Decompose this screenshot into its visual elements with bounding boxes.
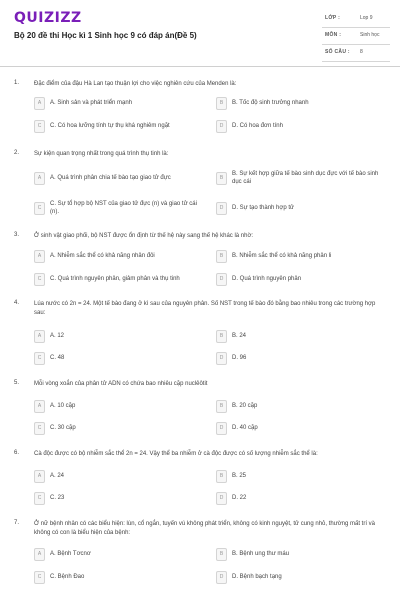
question-text: Ở nữ bệnh nhân có các biểu hiện: lùn, cổ ngắn, tuyến vú không phát triển, không có kinh nguyệt, tử cung nhỏ, thường mất trí và không có con là biểu hiện của bệnh: — [34, 521, 376, 536]
option-letter: D — [216, 571, 227, 584]
question-number: 5. — [14, 380, 20, 386]
option-letter: B — [216, 330, 227, 343]
option-a[interactable] — [34, 172, 209, 185]
question-text: Cà độc được có bộ nhiễm sắc thể 2n = 24. Vậy thể ba nhiễm ở cà độc được có số lượng nhiễm sắc thể là: — [34, 451, 318, 457]
page-header — [0, 0, 400, 66]
option-c[interactable] — [34, 273, 209, 286]
option-letter: B — [216, 250, 227, 263]
option-letter: B — [216, 548, 227, 561]
question-text: Ở sinh vật giao phối, bộ NST được ổn định từ thế hệ này sang thế hệ khác là nhờ: — [34, 233, 254, 239]
option-text: A. 10 cặp — [50, 403, 76, 409]
option-c[interactable] — [34, 120, 209, 133]
option-b[interactable] — [216, 470, 391, 483]
option-letter: C — [34, 352, 45, 365]
option-letter: D — [216, 492, 227, 505]
option-d[interactable] — [216, 202, 391, 215]
option-d[interactable] — [216, 273, 391, 286]
option-a[interactable] — [34, 470, 209, 483]
option-text: C. Có hoa lưỡng tính tự thụ khá nghiêm ngặt — [50, 123, 170, 129]
option-d[interactable] — [216, 422, 391, 435]
option-letter: D — [216, 352, 227, 365]
option-letter: A — [34, 250, 45, 263]
option-b[interactable] — [216, 400, 391, 413]
document-title: Bộ 20 đề thi Học kì 1 Sinh học 9 có đáp án(Đề 5) — [14, 31, 197, 40]
option-c[interactable] — [34, 352, 209, 365]
option-letter: C — [34, 202, 45, 215]
option-text: B. Nhiễm sắc thể có khả năng phân li — [232, 253, 332, 259]
header-divider — [0, 66, 400, 67]
option-c[interactable] — [34, 492, 209, 505]
meta-value: 8 — [360, 49, 363, 55]
meta-value: Lop 9 — [360, 15, 373, 21]
question-number: 7. — [14, 520, 20, 526]
option-text: D. Sự tạo thành hợp tử — [232, 205, 295, 211]
option-letter: C — [34, 571, 45, 584]
option-letter: A — [34, 172, 45, 185]
option-text: D. 96 — [232, 355, 247, 361]
option-letter: C — [34, 273, 45, 286]
option-text: A. 12 — [50, 333, 65, 339]
option-d[interactable] — [216, 492, 391, 505]
meta-label: MÔN : — [325, 32, 342, 38]
option-letter: B — [216, 400, 227, 413]
option-text: A. Bệnh Tơcnơ — [50, 551, 91, 557]
option-b[interactable] — [216, 172, 391, 185]
option-b[interactable] — [216, 330, 391, 343]
question-text: Mỗi vòng xoắn của phân tử ADN có chứa bao nhiêu cặp nuclêôtit — [34, 381, 208, 387]
option-text: C. Bệnh Đao — [50, 574, 85, 580]
option-letter: B — [216, 172, 227, 185]
meta-row-subject — [322, 28, 390, 45]
meta-label: LỚP : — [325, 15, 341, 21]
question-number: 1. — [14, 80, 20, 86]
option-letter: D — [216, 202, 227, 215]
option-a[interactable] — [34, 330, 209, 343]
option-text: B. Bệnh ung thư máu — [232, 551, 290, 557]
option-text: D. 22 — [232, 495, 247, 501]
meta-value: Sinh học — [360, 32, 380, 38]
option-text: B. Tốc độ sinh trưởng nhanh — [232, 100, 309, 106]
option-letter: A — [34, 548, 45, 561]
option-letter: D — [216, 120, 227, 133]
option-letter: A — [34, 400, 45, 413]
option-b[interactable] — [216, 548, 391, 561]
option-letter: A — [34, 330, 45, 343]
option-text: C. Sự tổ hợp bộ NST của giao tử đực (n) và giao tử cái (n). — [50, 201, 197, 215]
option-text: D. 40 cặp — [232, 425, 258, 431]
option-letter: D — [216, 273, 227, 286]
option-text: B. Sự kết hợp giữa tế bào sinh dục đực với tế bào sinh dục cái — [232, 171, 379, 185]
option-letter: C — [34, 120, 45, 133]
option-a[interactable] — [34, 400, 209, 413]
option-c[interactable] — [34, 571, 209, 584]
option-text: B. 25 — [232, 473, 247, 479]
quizizz-logo: QUIZIZZ — [14, 10, 82, 26]
option-d[interactable] — [216, 120, 391, 133]
option-text: D. Bệnh bạch tạng — [232, 574, 282, 580]
option-letter: A — [34, 470, 45, 483]
question-number: 4. — [14, 300, 20, 306]
option-letter: B — [216, 470, 227, 483]
meta-row-question-count — [322, 45, 390, 62]
option-b[interactable] — [216, 97, 391, 110]
option-text: A. Nhiễm sắc thể có khả năng nhân đôi — [50, 253, 155, 259]
meta-box — [322, 11, 390, 62]
question-number: 3. — [14, 232, 20, 238]
option-text: C. 23 — [50, 495, 65, 501]
option-text: D. Có hoa đơn tính — [232, 123, 283, 129]
option-text: C. 30 cặp — [50, 425, 76, 431]
option-c[interactable] — [34, 202, 209, 215]
option-a[interactable] — [34, 548, 209, 561]
meta-label: SỐ CÂU : — [325, 49, 350, 55]
option-text: A. 24 — [50, 473, 65, 479]
option-letter: C — [34, 422, 45, 435]
option-text: B. 24 — [232, 333, 247, 339]
question-number: 6. — [14, 450, 20, 456]
meta-row-class — [322, 11, 390, 28]
option-text: A. Quá trình phân chia tế bào tạo giao tử đực — [50, 175, 171, 181]
option-letter: C — [34, 492, 45, 505]
option-letter: A — [34, 97, 45, 110]
option-letter: D — [216, 422, 227, 435]
question-text: Đặc điểm của đậu Hà Lan tạo thuận lợi cho việc nghiên cứu của Menden là: — [34, 81, 237, 87]
question-text: Sự kiện quan trọng nhất trong quá trình thụ tinh là: — [34, 151, 169, 157]
option-b[interactable] — [216, 250, 391, 263]
option-a[interactable] — [34, 97, 209, 110]
option-c[interactable] — [34, 422, 209, 435]
option-text: A. Sinh sản và phát triển mạnh — [50, 100, 133, 106]
question-text: Lúa nước có 2n = 24. Một tế bào đang ở kì sau của nguyên phân. Số NST trong tế bào đó bằng bao nhiêu trong các trường hợp sau: — [34, 301, 376, 316]
option-text: D. Quá trình nguyên phân — [232, 276, 302, 282]
option-text: C. Quá trình nguyên phân, giảm phân và thụ tinh — [50, 276, 180, 282]
option-a[interactable] — [34, 250, 209, 263]
option-text: C. 48 — [50, 355, 65, 361]
option-text: B. 20 cặp — [232, 403, 258, 409]
option-d[interactable] — [216, 571, 391, 584]
option-letter: B — [216, 97, 227, 110]
question-number: 2. — [14, 150, 20, 156]
option-d[interactable] — [216, 352, 391, 365]
